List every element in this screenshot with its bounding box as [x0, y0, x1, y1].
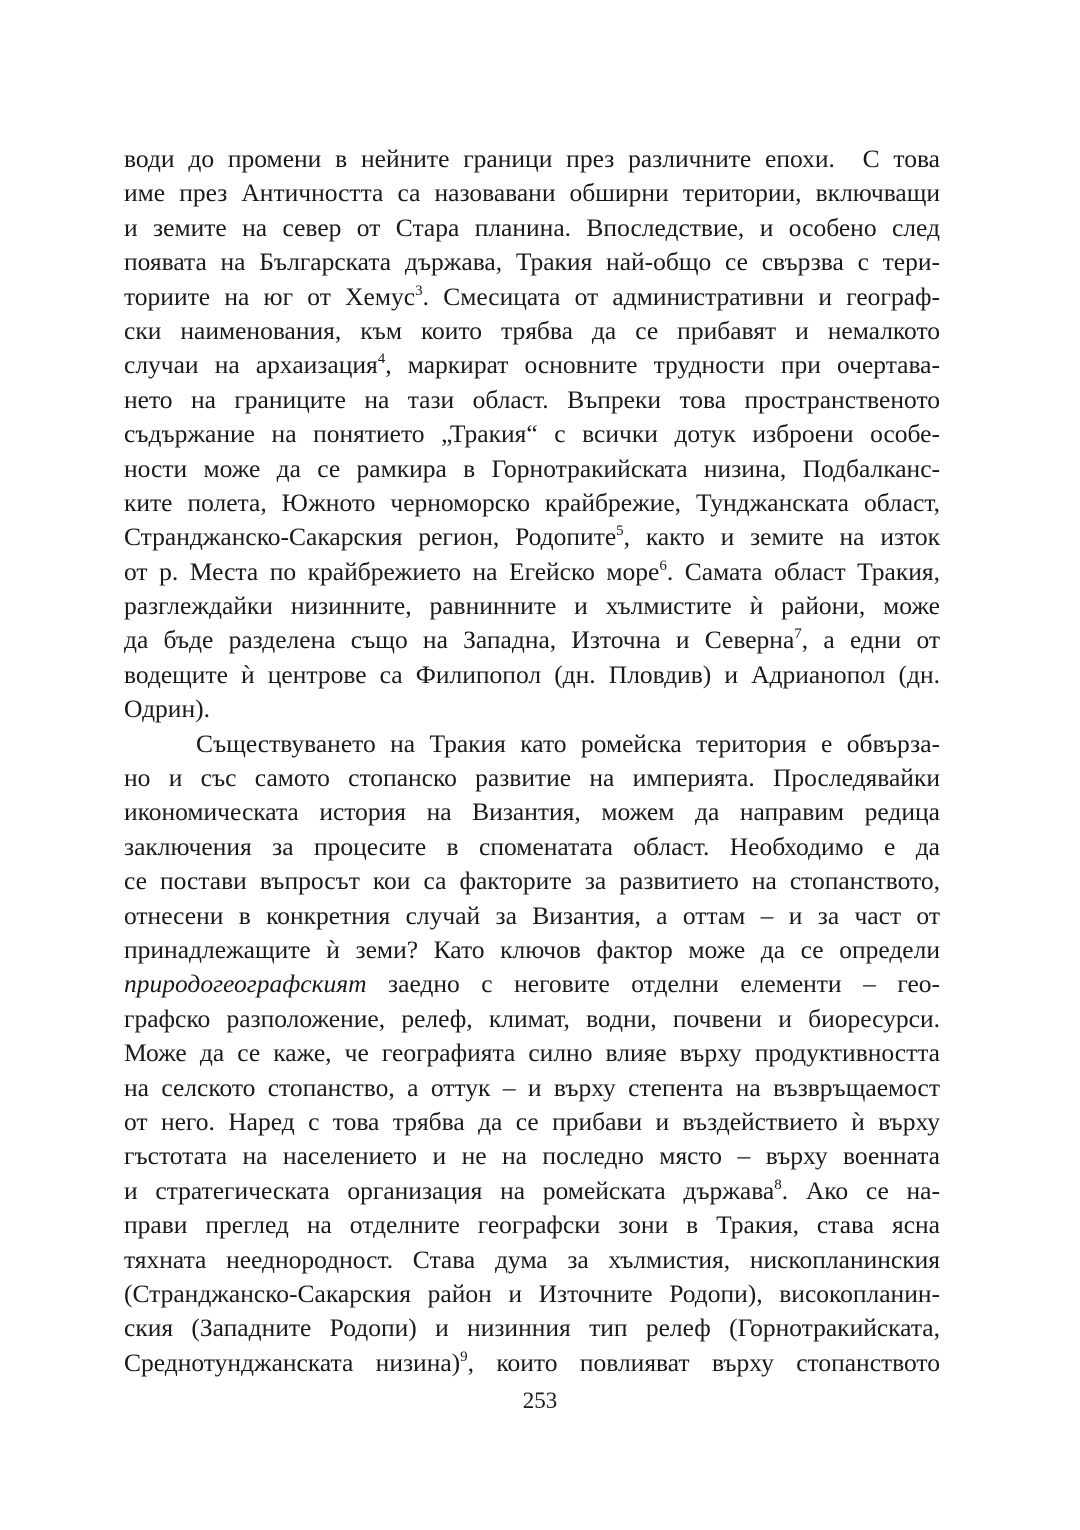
text-segment: ности може да се рамкира в Горнотракийската низина, Подбалканс- [124, 453, 940, 483]
text-segment: отнесени в конкретния случай за Византия, а оттам – и за част от [124, 900, 940, 930]
text-segment: Странджанско-Сакарския регион, Родопите [124, 522, 617, 552]
text-line [124, 933, 940, 967]
text-line [124, 589, 940, 623]
text-line [124, 1174, 940, 1208]
text-segment: Одрин). [124, 694, 210, 724]
text-segment: , както и земите на изток [623, 522, 940, 552]
page-body [124, 142, 940, 1380]
text-segment: водещите ѝ центрове са Филипопол (дн. Пловдив) и Адрианопол (дн. [124, 659, 940, 689]
text-segment: се постави въпросът кои са факторите за развитието на стопанството, [124, 866, 940, 896]
text-line [124, 727, 940, 761]
text-line [124, 452, 940, 486]
text-segment: ториите на юг от Хемус [124, 281, 416, 311]
text-line [124, 623, 940, 657]
text-line [124, 658, 940, 692]
text-segment: тяхната нееднородност. Става дума за хълмистия, нископланинския [124, 1244, 940, 1274]
text-line [124, 761, 940, 795]
text-segment: . Ако се на- [781, 1175, 940, 1205]
text-line [124, 967, 940, 1001]
text-line [124, 692, 940, 726]
text-segment: от р. Места по крайбрежието на Егейско море [124, 556, 660, 586]
text-line [124, 520, 940, 554]
text-line [124, 1277, 940, 1311]
text-segment: появата на Българската държава, Тракия най-общо се свързва с тери- [124, 247, 940, 277]
footnote-ref: 3 [415, 282, 423, 299]
text-segment: ките полета, Южното черноморско крайбрежие, Тунджанската област, [124, 487, 940, 517]
text-line [124, 176, 940, 210]
text-segment: води до промени в нейните граници през различните епохи. С това [124, 144, 940, 173]
text-line [124, 830, 940, 864]
text-line [124, 280, 940, 314]
text-line [124, 383, 940, 417]
text-line [124, 1139, 940, 1173]
text-line [124, 1105, 940, 1139]
text-segment: случаи на архаизация [124, 350, 378, 380]
text-line [124, 1036, 940, 1070]
text-segment: , маркират основните трудности при очертава- [385, 350, 940, 380]
text-line [124, 1002, 940, 1036]
text-segment: ски наименования, към които трябва да се прибавят и немалкото [124, 315, 940, 345]
text-line [124, 348, 940, 382]
text-segment: прави преглед на отделните географски зони в Тракия, става ясна [124, 1210, 940, 1240]
text-segment: име през Античността са назовавани обширни територии, включващи [124, 178, 940, 208]
text-line [124, 142, 940, 176]
text-segment: но и със самото стопанско развитие на империята. Проследявайки [124, 763, 940, 793]
text-line [124, 1243, 940, 1277]
text-segment: , а едни от [801, 625, 940, 655]
text-line [124, 211, 940, 245]
text-segment: Съществуването на Тракия като ромейска територия е обвърза- [196, 728, 940, 758]
text-line [124, 314, 940, 348]
text-segment: , които повлияват върху стопанството [467, 1347, 940, 1377]
text-segment: . Смесицата от административни и географ- [422, 281, 940, 311]
footnote-ref: 8 [774, 1176, 782, 1193]
text-segment: икономическата история на Византия, можем да направим редица [124, 797, 940, 827]
text-segment: заключения за процесите в споменатата област. Необходимо е да [124, 831, 940, 861]
text-line [124, 486, 940, 520]
text-segment: нето на границите на тази област. Въпреки това пространственото [124, 384, 940, 414]
text-segment: съдържание на понятието „Тракия“ с всички дотук изброени особе- [124, 419, 940, 449]
text-line [124, 1208, 940, 1242]
text-segment: принадлежащите ѝ земи? Като ключов фактор може да се определи [124, 934, 940, 964]
text-segment: ския (Западните Родопи) и низинния тип релеф (Горнотракийската, [124, 1313, 940, 1343]
text-line [124, 1346, 940, 1380]
footnote-ref: 6 [659, 557, 667, 574]
text-segment: и земите на север от Стара планина. Впоследствие, и особено след [124, 212, 940, 242]
text-segment: от него. Наред с това трябва да се прибави и въздействието ѝ върху [124, 1106, 940, 1136]
text-line [124, 864, 940, 898]
text-line [124, 899, 940, 933]
footnote-ref: 4 [377, 351, 386, 368]
text-segment: (Странджанско-Сакарския район и Източните Родопи), високопланин- [124, 1278, 940, 1308]
text-segment: Може да се каже, че географията силно влияе върху продуктивността [124, 1038, 940, 1068]
text-segment: да бъде разделена също на Западна, Източна и Северна [124, 625, 795, 655]
text-segment: на селското стопанство, а оттук – и върху степента на възвръщаемост [124, 1072, 940, 1102]
body-text [124, 142, 940, 1380]
text-line [124, 555, 940, 589]
footnote-ref: 5 [616, 523, 624, 540]
text-segment: и стратегическата организация на ромейската държава [124, 1175, 775, 1205]
text-segment: графско разположение, релеф, климат, водни, почвени и биоресурси. [124, 1003, 940, 1033]
footnote-ref: 9 [460, 1348, 468, 1365]
text-segment: разглеждайки низинните, равнинните и хълмистите ѝ райони, може [124, 591, 940, 621]
footnote-ref: 7 [794, 626, 802, 643]
text-line [124, 1311, 940, 1345]
text-line [124, 795, 940, 829]
page-number: 253 [522, 1388, 558, 1413]
text-segment: гъстотата на населението и не на последно място – върху военната [124, 1141, 940, 1171]
text-segment: Среднотунджанската низина) [124, 1347, 461, 1377]
italic-term: природогеографският [124, 969, 367, 999]
text-line [124, 245, 940, 279]
text-segment: заедно с неговите отделни елементи – гео- [366, 969, 940, 999]
text-line [124, 1071, 940, 1105]
text-line [124, 417, 940, 451]
text-segment: . Самата област Тракия, [666, 556, 940, 586]
